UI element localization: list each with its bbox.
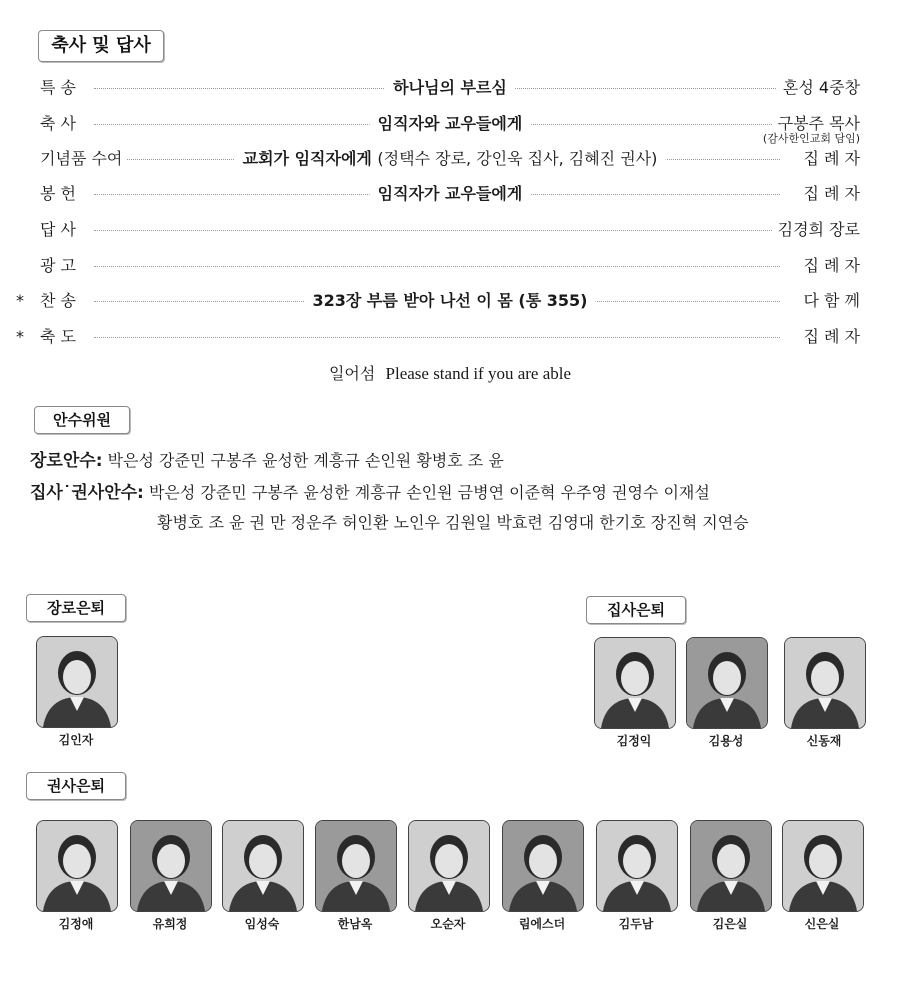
portrait-photo	[596, 820, 678, 912]
program-label: 봉 헌	[40, 182, 80, 206]
stand-marker: *	[16, 327, 24, 346]
program-label: 축 사	[40, 112, 80, 136]
portrait-photo	[315, 820, 397, 912]
stand-note-ko: 일어섬	[328, 364, 376, 383]
portrait-photo	[222, 820, 304, 912]
portrait-photo	[784, 637, 866, 729]
leader-dots	[94, 266, 780, 267]
program-presenter: 구봉주 목사	[772, 112, 860, 136]
program-title-extra: (정택수 장로, 강인욱 집사, 김혜진 권사)	[377, 149, 658, 168]
program-presenter: 다 함 께	[797, 289, 860, 313]
elder-ordainers	[30, 446, 504, 476]
program-row	[40, 112, 860, 145]
deacon-ordainers-list-1: 박은성 강준민 구봉주 윤성한 계흥규 손인원 금병연 이준혁 우주영 권영수 이재설	[148, 483, 710, 502]
deacon-ordainers-head: 집사˙권사안수:	[30, 483, 144, 503]
portrait-name: 오순자	[430, 917, 466, 931]
deacon-ordainers-list-2: 황병호 조 윤 권 만 정운주 허인환 노인우 김원일 박효련 김영대 한기호 장진혁 지연승	[157, 513, 749, 532]
portrait-name: 유희정	[152, 917, 188, 931]
portrait-photo	[36, 636, 118, 728]
portrait-name: 김두남	[618, 917, 654, 931]
program-label: 답 사	[40, 218, 80, 242]
program-title	[235, 147, 666, 171]
leader-dots	[94, 337, 780, 338]
program-label: 기념품 수여	[40, 147, 126, 171]
portrait-name: 김인자	[58, 733, 94, 747]
stand-marker: *	[16, 291, 24, 310]
program-label: 축 도	[40, 325, 80, 349]
program-presenter: 집 례 자	[797, 325, 860, 349]
program-row	[40, 147, 860, 171]
program-title-main: 임직자와 교우들에게	[377, 114, 523, 133]
program-presenter: 집 례 자	[797, 182, 860, 206]
program-row	[40, 76, 860, 100]
presenter-note: (감사한인교회 담임)	[762, 132, 860, 145]
portrait-name: 임성숙	[244, 917, 280, 931]
elder-ordainers-head: 장로안수:	[30, 451, 103, 471]
section-title-kwonsa-retire: 권사은퇴	[26, 772, 126, 800]
section-title-celebration: 축사 및 답사	[38, 30, 164, 62]
portrait-photo	[594, 637, 676, 729]
portrait-photo	[408, 820, 490, 912]
portrait-photo	[782, 820, 864, 912]
program-presenter: 집 례 자	[797, 147, 860, 171]
portrait-photo	[36, 820, 118, 912]
section-title-elder-retire: 장로은퇴	[26, 594, 126, 622]
program-row	[40, 254, 860, 278]
program-label: 찬 송	[40, 289, 80, 313]
stand-note-en: Please stand if you are able	[385, 364, 572, 383]
portrait-name: 김정애	[58, 917, 94, 931]
program-title	[370, 182, 531, 206]
program-title-main: 임직자가 교우들에게	[377, 184, 523, 203]
portrait-photo	[502, 820, 584, 912]
elder-ordainers-list: 박은성 강준민 구봉주 윤성한 계흥규 손인원 황병호 조 윤	[107, 451, 504, 470]
program-label: 광 고	[40, 254, 80, 278]
portrait-name: 신은실	[804, 917, 840, 931]
program-presenter: 집 례 자	[797, 254, 860, 278]
portrait-name: 김정익	[616, 734, 652, 748]
portrait-name: 신동재	[806, 734, 842, 748]
program-label: 특 송	[40, 76, 80, 100]
program-title-main: 하나님의 부르심	[393, 78, 507, 97]
portrait-name: 한남옥	[337, 917, 373, 931]
program-row	[16, 325, 860, 349]
program-title-main: 교회가 임직자에게	[242, 149, 372, 168]
section-title-deacon-retire: 집사은퇴	[586, 596, 686, 624]
portrait-photo	[686, 637, 768, 729]
portrait-name: 림에스더	[518, 917, 566, 931]
portrait-name: 김용성	[708, 734, 744, 748]
program-title	[385, 76, 515, 100]
portrait-photo	[130, 820, 212, 912]
leader-dots	[94, 230, 780, 231]
deacon-ordainers	[30, 478, 710, 508]
deacon-ordainers-cont	[157, 508, 749, 538]
program-row	[40, 218, 860, 242]
portrait-name: 김은실	[712, 917, 748, 931]
program-title-main: 323장 부름 받아 나선 이 몸 (통 355)	[312, 291, 588, 310]
program-row	[16, 289, 860, 313]
portrait-photo	[690, 820, 772, 912]
program-row	[40, 182, 860, 206]
program-presenter: 혼성 4중창	[777, 76, 860, 100]
program-title	[305, 289, 596, 313]
program-presenter: 김경희 장로	[772, 218, 860, 242]
section-title-ushers: 안수위원	[34, 406, 130, 434]
program-title	[370, 112, 531, 136]
stand-note	[0, 362, 900, 386]
